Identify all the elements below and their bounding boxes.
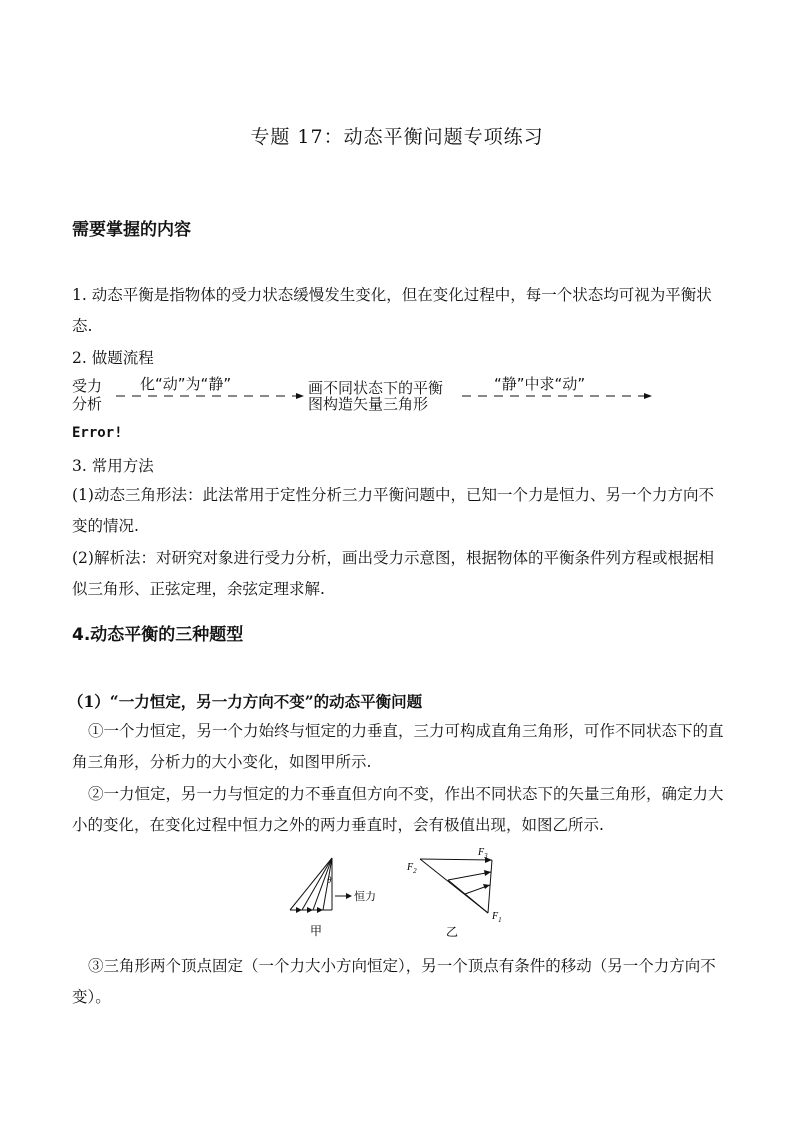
flow-arrows: [0, 0, 794, 420]
flow-arrow-2-label: “静”中求“动”: [494, 375, 586, 393]
figure-yi-label: 乙: [446, 925, 459, 939]
subsection-1-title: （1）“一力恒定，另一力方向不变”的动态平衡问题: [68, 692, 423, 711]
figure-jia-label: 甲: [310, 924, 323, 938]
flow-box-2-line-1: 画不同状态下的平衡: [308, 379, 444, 397]
flow-box-1-line-1: 受力: [72, 377, 103, 395]
section-heading-content: 需要掌握的内容: [72, 220, 191, 240]
page-title: 专题 17：动态平衡问题专项练习: [250, 126, 544, 148]
item-1-definition: 1. 动态平衡是指物体的受力状态缓慢发生变化，但在变化过程中，每一个状态均可视为平衡状态.: [72, 286, 712, 335]
flow-box-1-line-2: 分析: [72, 395, 103, 413]
f2-label: $F_2$: [407, 862, 417, 875]
f1-label: $F_1$: [492, 911, 502, 924]
figure-yi: [420, 859, 492, 913]
figure-jia: [290, 858, 347, 910]
theta-label: θ: [327, 875, 332, 885]
point-1: ①一个力恒定，另一个力始终与恒定的力垂直，三力可构成直角三角形，可作不同状态下的直角三角形，分析力的大小变化，如图甲所示.: [72, 722, 724, 771]
force-diagrams: [280, 838, 520, 948]
item-3-label: 3. 常用方法: [72, 457, 154, 475]
method-2: (2)解析法：对研究对象进行受力分析，画出受力示意图，根据物体的平衡条件列方程或根据相似三角形、正弦定理，余弦定理求解.: [72, 549, 714, 598]
flow-arrow-2-head: [644, 393, 652, 399]
point-2: ②一力恒定，另一力与恒定的力不垂直但方向不变，作出不同状态下的矢量三角形，确定力大小的变化，在变化过程中恒力之外的两力垂直时，会有极值出现，如图乙所示.: [72, 785, 724, 834]
flow-arrow-1-label: 化“动”为“静”: [140, 375, 232, 393]
error-text: Error!: [72, 425, 123, 441]
point-3: ③三角形两个顶点固定（一个力大小方向恒定），另一个顶点有条件的移动（另一个力方向不变）。: [72, 957, 716, 1006]
flow-box-2-line-2: 图构造矢量三角形: [308, 395, 429, 413]
section-heading-types: 4.动态平衡的三种题型: [72, 625, 244, 645]
f3-label: $F_3$: [478, 847, 488, 860]
constant-force-label: 恒力: [354, 891, 376, 903]
method-1: (1)动态三角形法：此法常用于定性分析三力平衡问题中，已知一个力是恒力、另一个力方向不变的情况.: [72, 486, 714, 535]
item-2-label: 2. 做题流程: [72, 349, 154, 367]
flow-arrow-1-head: [296, 393, 304, 399]
